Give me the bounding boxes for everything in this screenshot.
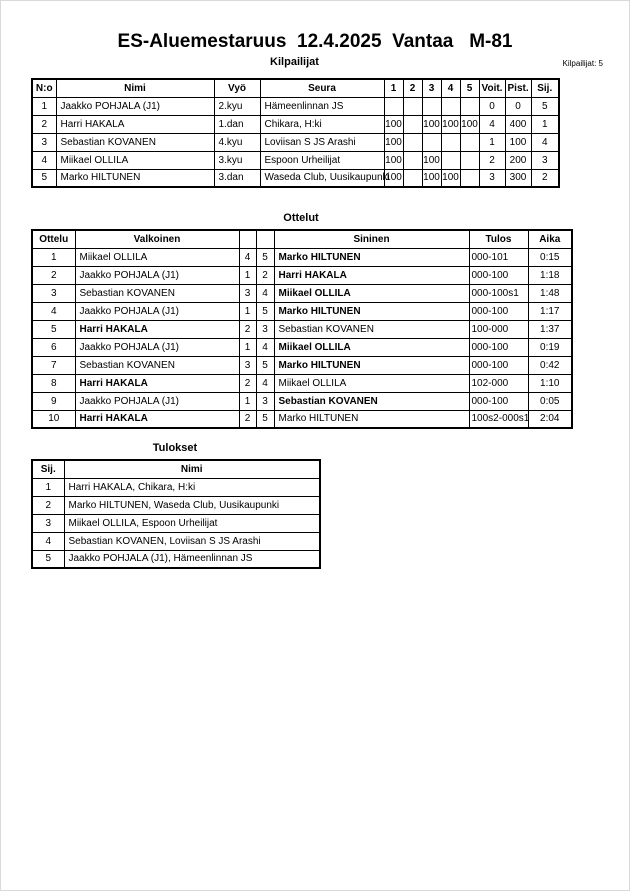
score-vs-2 <box>403 169 422 187</box>
match-result: 000-100 <box>469 302 528 320</box>
results-heading: Tulokset <box>152 442 198 454</box>
match-number: 2 <box>32 266 75 284</box>
score-vs-4: 100 <box>441 115 460 133</box>
blue-number: 3 <box>256 392 274 410</box>
white-number: 3 <box>239 284 256 302</box>
blue-competitor: Sebastian KOVANEN <box>274 320 469 338</box>
white-number: 1 <box>239 392 256 410</box>
competitor-club: Waseda Club, Uusikaupunki <box>260 169 384 187</box>
header-white: Valkoinen <box>75 230 239 248</box>
table-row <box>32 302 572 320</box>
white-number: 2 <box>239 320 256 338</box>
page-title: ES-Aluemestaruus 12.4.2025 Vantaa M-81 <box>117 31 513 52</box>
table-row <box>32 248 572 266</box>
competitor-club: Loviisan S JS Arashi <box>260 133 384 151</box>
competitor-wins: 4 <box>479 115 505 133</box>
white-number: 3 <box>239 356 256 374</box>
blue-competitor: Marko HILTUNEN <box>274 356 469 374</box>
final-name: Sebastian KOVANEN, Loviisan S JS Arashi <box>64 532 320 550</box>
score-vs-2 <box>403 151 422 169</box>
final-name: Miikael OLLILA, Espoon Urheilijat <box>64 514 320 532</box>
score-vs-1: 100 <box>384 169 403 187</box>
competitor-rank: 3 <box>531 151 559 169</box>
match-number: 5 <box>32 320 75 338</box>
blue-competitor: Miikael OLLILA <box>274 374 469 392</box>
competitors-heading-bar <box>31 56 603 72</box>
header-blue-number <box>256 230 274 248</box>
match-number: 6 <box>32 338 75 356</box>
white-number: 2 <box>239 410 256 428</box>
white-competitor: Sebastian KOVANEN <box>75 284 239 302</box>
match-time: 0:15 <box>528 248 572 266</box>
score-vs-3: 100 <box>422 115 441 133</box>
blue-number: 4 <box>256 338 274 356</box>
table-row <box>32 133 559 151</box>
score-vs-5 <box>460 97 479 115</box>
blue-competitor: Miikael OLLILA <box>274 284 469 302</box>
competitor-points: 400 <box>505 115 531 133</box>
header-points: Pist. <box>505 79 531 97</box>
competitor-club: Chikara, H:ki <box>260 115 384 133</box>
final-rank: 1 <box>32 478 64 496</box>
white-number: 4 <box>239 248 256 266</box>
header-opponent-2: 2 <box>403 79 422 97</box>
match-result: 102-000 <box>469 374 528 392</box>
blue-number: 3 <box>256 320 274 338</box>
header-name: Nimi <box>56 79 214 97</box>
competitor-name: Miikael OLLILA <box>56 151 214 169</box>
white-competitor: Miikael OLLILA <box>75 248 239 266</box>
blue-number: 5 <box>256 410 274 428</box>
header-opponent-4: 4 <box>441 79 460 97</box>
blue-number: 5 <box>256 302 274 320</box>
table-row <box>32 392 572 410</box>
header-match: Ottelu <box>32 230 75 248</box>
matches-table <box>31 229 573 429</box>
competitor-rank: 5 <box>531 97 559 115</box>
header-final-rank: Sij. <box>32 460 64 478</box>
competitor-wins: 2 <box>479 151 505 169</box>
blue-number: 4 <box>256 284 274 302</box>
header-final-name: Nimi <box>64 460 320 478</box>
table-row <box>32 356 572 374</box>
competitor-points: 200 <box>505 151 531 169</box>
white-competitor: Jaakko POHJALA (J1) <box>75 266 239 284</box>
score-vs-3: 100 <box>422 169 441 187</box>
match-number: 8 <box>32 374 75 392</box>
header-number: N:o <box>32 79 56 97</box>
match-number: 4 <box>32 302 75 320</box>
match-result: 000-101 <box>469 248 528 266</box>
match-number: 7 <box>32 356 75 374</box>
match-time: 0:42 <box>528 356 572 374</box>
blue-competitor: Marko HILTUNEN <box>274 410 469 428</box>
header-white-number <box>239 230 256 248</box>
table-row <box>32 115 559 133</box>
final-name: Marko HILTUNEN, Waseda Club, Uusikaupunki <box>64 496 320 514</box>
competitor-belt: 2.kyu <box>214 97 260 115</box>
match-number: 9 <box>32 392 75 410</box>
table-row <box>32 514 320 532</box>
match-time: 1:18 <box>528 266 572 284</box>
competitor-belt: 3.dan <box>214 169 260 187</box>
table-row <box>32 532 320 550</box>
white-number: 1 <box>239 302 256 320</box>
score-vs-4 <box>441 133 460 151</box>
score-vs-4 <box>441 151 460 169</box>
competitor-wins: 0 <box>479 97 505 115</box>
match-result: 100s2-000s1 <box>469 410 528 428</box>
score-vs-1: 100 <box>384 133 403 151</box>
final-rank: 5 <box>32 550 64 568</box>
white-number: 1 <box>239 338 256 356</box>
match-time: 1:48 <box>528 284 572 302</box>
score-vs-1 <box>384 97 403 115</box>
competitor-club: Hämeenlinnan JS <box>260 97 384 115</box>
competitor-belt: 1.dan <box>214 115 260 133</box>
white-number: 2 <box>239 374 256 392</box>
table-row <box>32 374 572 392</box>
final-rank: 4 <box>32 532 64 550</box>
match-time: 1:17 <box>528 302 572 320</box>
competitors-heading: Kilpailijat <box>270 56 319 68</box>
match-number: 3 <box>32 284 75 302</box>
competitor-number: 1 <box>32 97 56 115</box>
competitor-name: Harri HAKALA <box>56 115 214 133</box>
table-row <box>32 266 572 284</box>
match-number: 10 <box>32 410 75 428</box>
score-vs-4: 100 <box>441 169 460 187</box>
score-vs-2 <box>403 115 422 133</box>
score-vs-3 <box>422 97 441 115</box>
white-competitor: Harri HAKALA <box>75 320 239 338</box>
competitor-rank: 4 <box>531 133 559 151</box>
matches-header-row <box>32 230 572 248</box>
blue-number: 5 <box>256 248 274 266</box>
competitor-belt: 3.kyu <box>214 151 260 169</box>
table-row <box>32 550 320 568</box>
white-competitor: Harri HAKALA <box>75 374 239 392</box>
match-number: 1 <box>32 248 75 266</box>
header-wins: Voit. <box>479 79 505 97</box>
competitor-name: Sebastian KOVANEN <box>56 133 214 151</box>
final-rank: 2 <box>32 496 64 514</box>
header-blue: Sininen <box>274 230 469 248</box>
table-row <box>32 338 572 356</box>
match-result: 000-100 <box>469 392 528 410</box>
score-vs-2 <box>403 97 422 115</box>
white-competitor: Sebastian KOVANEN <box>75 356 239 374</box>
match-result: 100-000 <box>469 320 528 338</box>
score-vs-2 <box>403 133 422 151</box>
table-row <box>32 320 572 338</box>
competitor-rank: 1 <box>531 115 559 133</box>
blue-competitor: Marko HILTUNEN <box>274 302 469 320</box>
competitor-name: Marko HILTUNEN <box>56 169 214 187</box>
blue-competitor: Marko HILTUNEN <box>274 248 469 266</box>
blue-competitor: Harri HAKALA <box>274 266 469 284</box>
blue-number: 5 <box>256 356 274 374</box>
competitor-number: 3 <box>32 133 56 151</box>
final-name: Harri HAKALA, Chikara, H:ki <box>64 478 320 496</box>
score-vs-5 <box>460 133 479 151</box>
score-vs-5 <box>460 151 479 169</box>
final-rank: 3 <box>32 514 64 532</box>
competitors-table <box>31 78 560 188</box>
table-row <box>32 284 572 302</box>
white-number: 1 <box>239 266 256 284</box>
competitor-number: 4 <box>32 151 56 169</box>
match-result: 000-100 <box>469 338 528 356</box>
final-name: Jaakko POHJALA (J1), Hämeenlinnan JS <box>64 550 320 568</box>
blue-number: 2 <box>256 266 274 284</box>
score-vs-5 <box>460 169 479 187</box>
competitor-wins: 1 <box>479 133 505 151</box>
results-header-row <box>32 460 320 478</box>
score-vs-1: 100 <box>384 151 403 169</box>
blue-number: 4 <box>256 374 274 392</box>
match-time: 0:05 <box>528 392 572 410</box>
header-club: Seura <box>260 79 384 97</box>
match-time: 1:37 <box>528 320 572 338</box>
table-row <box>32 478 320 496</box>
header-opponent-3: 3 <box>422 79 441 97</box>
header-belt: Vyö <box>214 79 260 97</box>
white-competitor: Jaakko POHJALA (J1) <box>75 392 239 410</box>
matches-heading: Ottelut <box>283 212 319 224</box>
match-result: 000-100s1 <box>469 284 528 302</box>
match-time: 1:10 <box>528 374 572 392</box>
blue-competitor: Sebastian KOVANEN <box>274 392 469 410</box>
competitors-count-label: Kilpailijat: 5 <box>562 59 603 68</box>
table-row <box>32 97 559 115</box>
competitor-rank: 2 <box>531 169 559 187</box>
results-table <box>31 459 321 569</box>
competitor-points: 0 <box>505 97 531 115</box>
table-row <box>32 496 320 514</box>
score-vs-5: 100 <box>460 115 479 133</box>
match-result: 000-100 <box>469 356 528 374</box>
competitor-points: 300 <box>505 169 531 187</box>
blue-competitor: Miikael OLLILA <box>274 338 469 356</box>
table-row <box>32 410 572 428</box>
table-row <box>32 169 559 187</box>
competitor-points: 100 <box>505 133 531 151</box>
table-row <box>32 151 559 169</box>
competitor-belt: 4.kyu <box>214 133 260 151</box>
competitors-header-row <box>32 79 559 97</box>
competitor-wins: 3 <box>479 169 505 187</box>
header-rank: Sij. <box>531 79 559 97</box>
match-time: 2:04 <box>528 410 572 428</box>
score-vs-4 <box>441 97 460 115</box>
white-competitor: Harri HAKALA <box>75 410 239 428</box>
match-time: 0:19 <box>528 338 572 356</box>
header-opponent-5: 5 <box>460 79 479 97</box>
header-result: Tulos <box>469 230 528 248</box>
white-competitor: Jaakko POHJALA (J1) <box>75 338 239 356</box>
score-vs-3: 100 <box>422 151 441 169</box>
competitor-number: 5 <box>32 169 56 187</box>
competitor-number: 2 <box>32 115 56 133</box>
score-vs-3 <box>422 133 441 151</box>
score-vs-1: 100 <box>384 115 403 133</box>
white-competitor: Jaakko POHJALA (J1) <box>75 302 239 320</box>
header-time: Aika <box>528 230 572 248</box>
match-result: 000-100 <box>469 266 528 284</box>
competitor-name: Jaakko POHJALA (J1) <box>56 97 214 115</box>
competitor-club: Espoon Urheilijat <box>260 151 384 169</box>
header-opponent-1: 1 <box>384 79 403 97</box>
